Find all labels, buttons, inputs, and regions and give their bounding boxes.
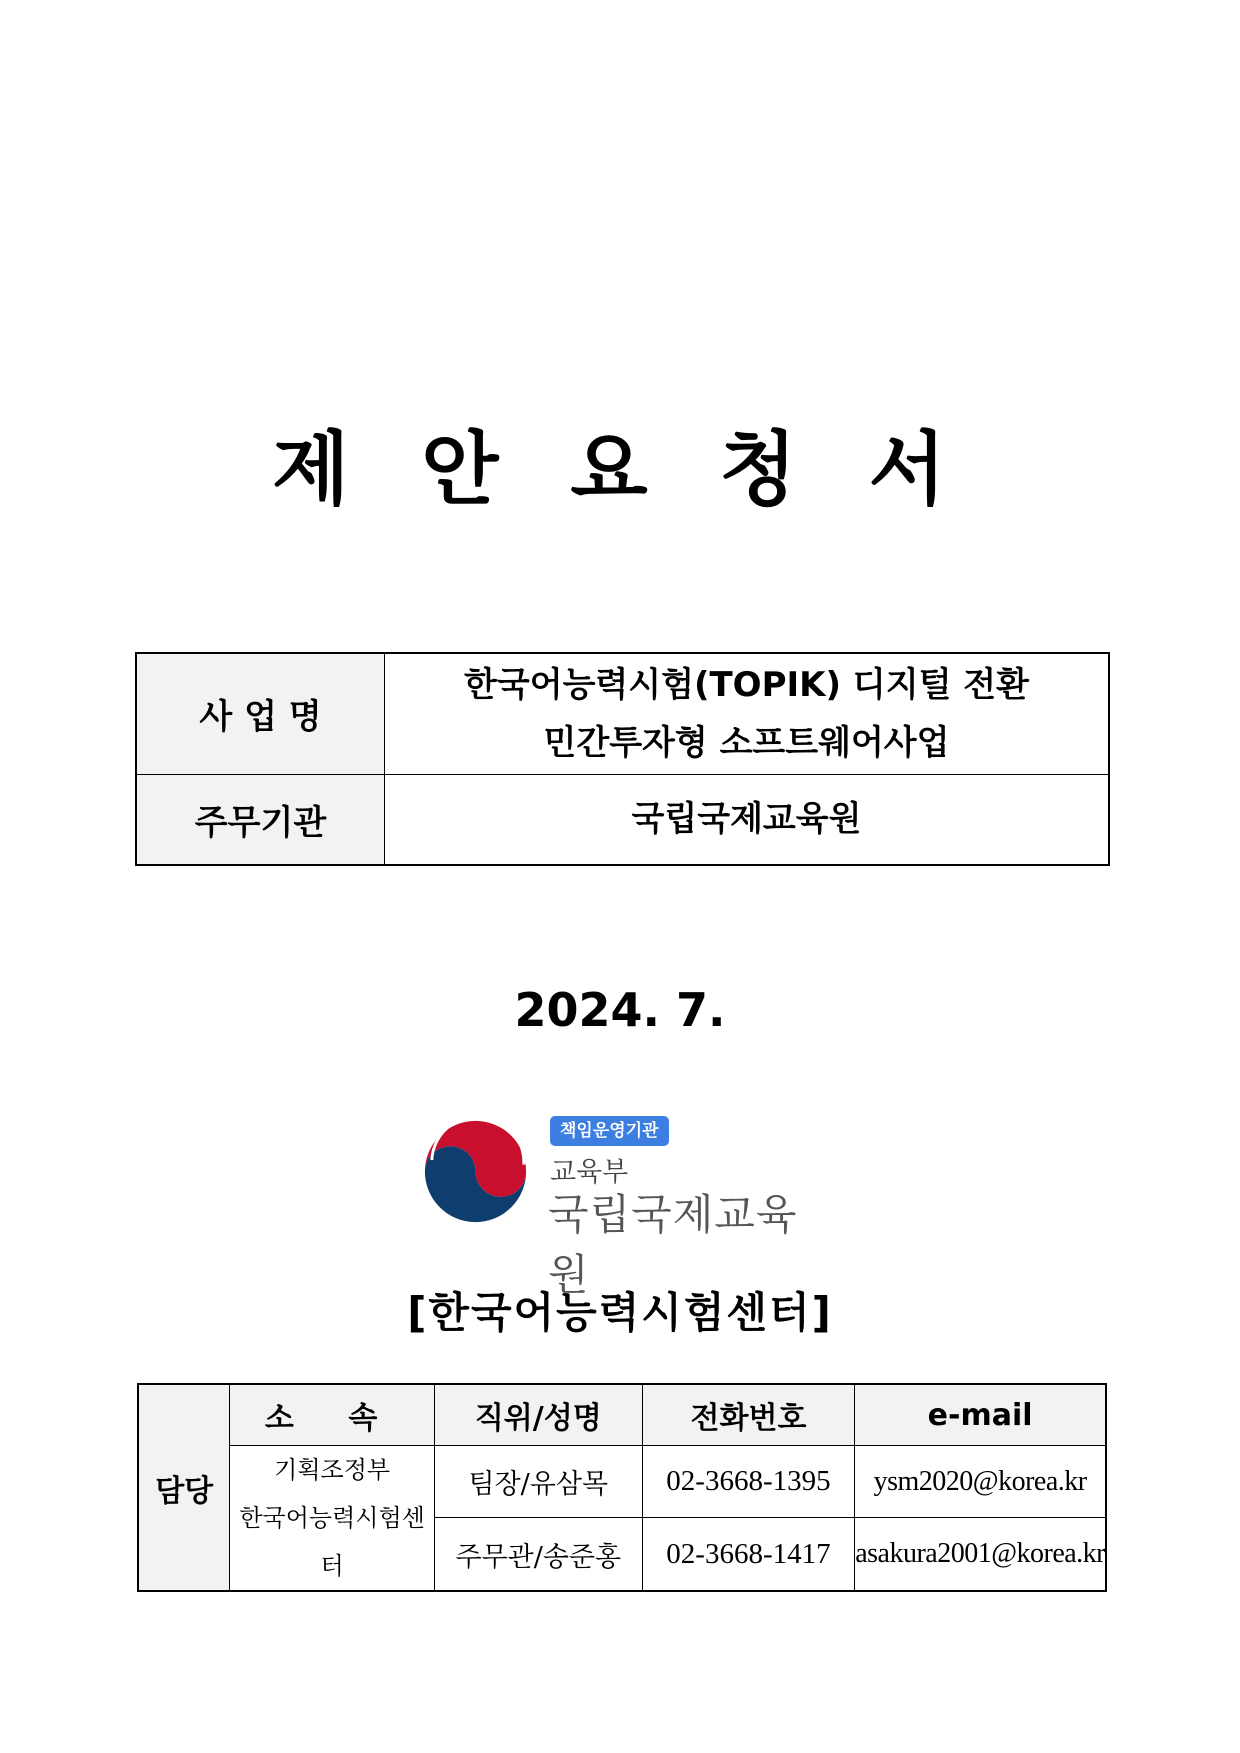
contact-header-row bbox=[138, 1384, 1106, 1446]
table-row bbox=[138, 1446, 1106, 1518]
ministry-name: 교육부 bbox=[550, 1157, 629, 1188]
phone-cell: 02-3668-1417 bbox=[642, 1518, 854, 1591]
project-name-value bbox=[385, 653, 1110, 774]
department-line1: 기획조정부 bbox=[274, 1456, 391, 1484]
contact-table bbox=[137, 1383, 1107, 1592]
project-name-line2: 민간투자형 소프트웨어사업 bbox=[543, 722, 950, 763]
phone-cell: 02-3668-1395 bbox=[642, 1446, 854, 1518]
header-phone: 전화번호 bbox=[642, 1384, 854, 1446]
email-cell: asakura2001@korea.kr bbox=[855, 1518, 1106, 1591]
taegeuk-emblem-icon bbox=[418, 1114, 533, 1229]
document-title: 제 안 요 청 서 bbox=[272, 423, 968, 516]
agency-row bbox=[136, 774, 1109, 865]
project-name-row bbox=[136, 653, 1109, 774]
agency-value: 국립국제교육원 bbox=[385, 774, 1110, 865]
department-cell bbox=[230, 1446, 434, 1592]
responsible-agency-badge: 책임운영기관 bbox=[550, 1116, 669, 1146]
project-name-label: 사 업 명 bbox=[136, 653, 385, 774]
document-date: 2024. 7. bbox=[514, 983, 726, 1037]
position-name-cell: 주무관/송준홍 bbox=[434, 1518, 642, 1591]
project-info-table bbox=[135, 652, 1110, 866]
position-name-cell: 팀장/유삼목 bbox=[434, 1446, 642, 1518]
header-department bbox=[230, 1384, 434, 1446]
email-cell: ysm2020@korea.kr bbox=[855, 1446, 1106, 1518]
agency-label: 주무기관 bbox=[136, 774, 385, 865]
header-position-name: 직위/성명 bbox=[434, 1384, 642, 1446]
center-name: [한국어능력시험센터] bbox=[407, 1288, 833, 1337]
header-department-text: 소 속 bbox=[264, 1401, 400, 1436]
organization-logo bbox=[418, 1110, 838, 1299]
department-line2: 한국어능력시험센터 bbox=[239, 1504, 425, 1580]
project-name-line1: 한국어능력시험(TOPIK) 디지털 전환 bbox=[464, 664, 1029, 705]
organization-name: 국립국제교육원 bbox=[548, 1190, 798, 1299]
contact-side-label: 담당 bbox=[138, 1384, 230, 1591]
header-email: e-mail bbox=[855, 1384, 1106, 1446]
